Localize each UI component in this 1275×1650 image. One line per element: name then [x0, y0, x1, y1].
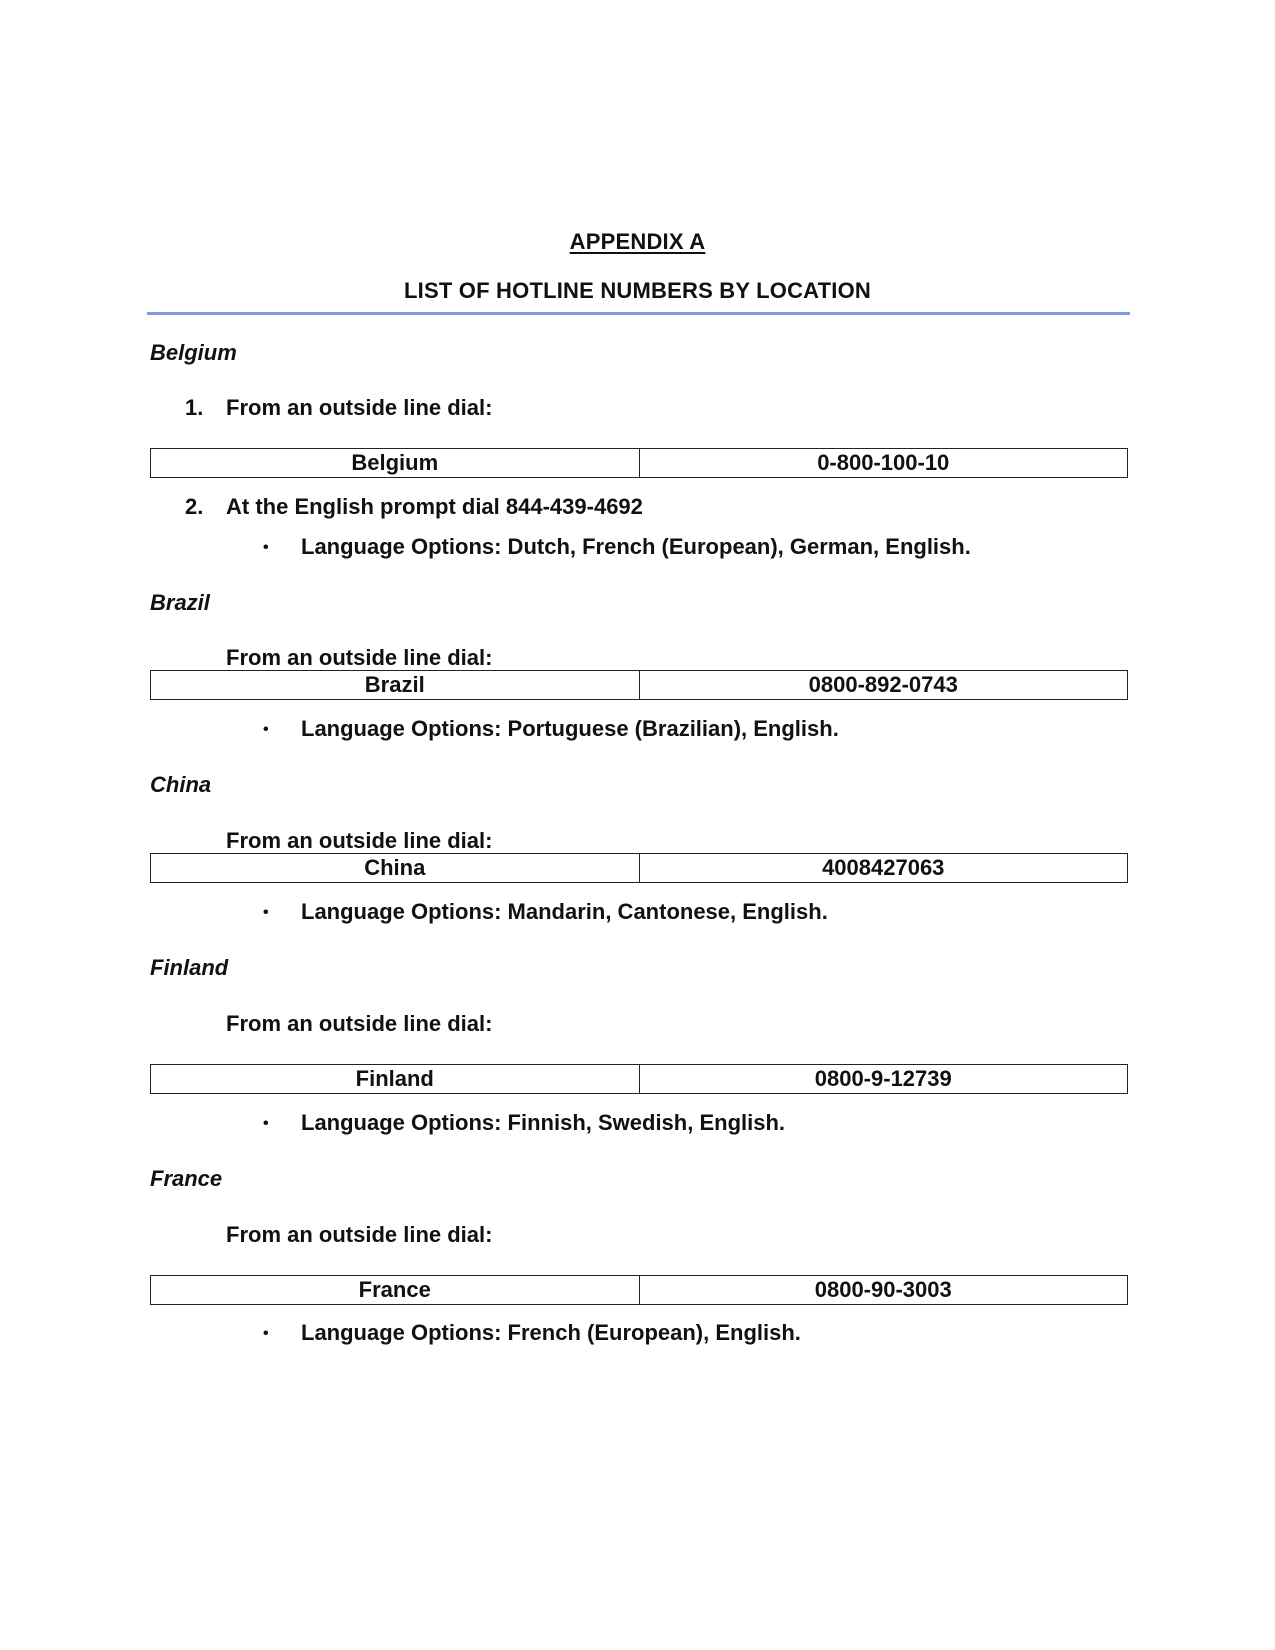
table-cell-country: China: [151, 854, 640, 882]
bullet-icon: •: [263, 721, 269, 738]
appendix-title: [0, 229, 1275, 255]
table-cell-country: Brazil: [151, 671, 640, 699]
language-options-finland: [263, 1110, 785, 1136]
table-cell-country: Finland: [151, 1065, 640, 1093]
language-options-china: [263, 899, 828, 925]
hotline-table-france: [150, 1275, 1128, 1305]
bullet-icon: •: [263, 1115, 269, 1132]
step-text: At the English prompt dial 844-439-4692: [226, 494, 643, 519]
section-heading-belgium: Belgium: [150, 340, 237, 365]
language-options-text: Language Options: Mandarin, Cantonese, English.: [301, 899, 828, 924]
language-options-belgium: [263, 534, 971, 560]
step-text: From an outside line dial:: [226, 395, 493, 420]
section-heading-finland: Finland: [150, 955, 229, 980]
step-number: 1.: [185, 395, 204, 420]
step-number: 2.: [185, 494, 204, 519]
belgium-step-1: [185, 395, 492, 421]
bullet-icon: •: [263, 1325, 269, 1342]
hotline-table-brazil: [150, 670, 1128, 700]
table-cell-number: 0-800-100-10: [817, 450, 950, 475]
hotline-table-finland: [150, 1064, 1128, 1094]
dial-label-france: From an outside line dial:: [226, 1222, 493, 1247]
dial-label-brazil: From an outside line dial:: [226, 645, 493, 670]
language-options-text: Language Options: Dutch, French (European), German, English.: [301, 534, 971, 559]
bullet-icon: •: [263, 539, 269, 556]
list-title: LIST OF HOTLINE NUMBERS BY LOCATION: [404, 278, 871, 303]
hotline-table-belgium: [150, 448, 1128, 478]
section-heading-france: France: [150, 1166, 223, 1191]
language-options-text: Language Options: Finnish, Swedish, English.: [301, 1110, 786, 1135]
section-heading-brazil: Brazil: [150, 590, 210, 615]
language-options-brazil: [263, 716, 839, 742]
section-heading-china: China: [150, 772, 212, 797]
appendix-title-text: APPENDIX A: [569, 229, 706, 254]
table-cell-number: 0800-90-3003: [814, 1277, 952, 1302]
table-cell-number: 4008427063: [822, 855, 945, 880]
belgium-step-2: [185, 494, 643, 520]
table-cell-country: Belgium: [151, 449, 640, 477]
table-cell-number: 0800-9-12739: [814, 1066, 952, 1091]
table-cell-country: France: [151, 1276, 640, 1304]
dial-label-finland: From an outside line dial:: [226, 1011, 493, 1036]
dial-label-china: From an outside line dial:: [226, 828, 493, 853]
language-options-france: [263, 1320, 801, 1346]
language-options-text: Language Options: Portuguese (Brazilian), English.: [301, 716, 839, 741]
table-cell-number: 0800-892-0743: [808, 672, 958, 697]
language-options-text: Language Options: French (European), English.: [301, 1320, 801, 1345]
header-divider: [147, 312, 1130, 315]
bullet-icon: •: [263, 904, 269, 921]
hotline-table-china: [150, 853, 1128, 883]
